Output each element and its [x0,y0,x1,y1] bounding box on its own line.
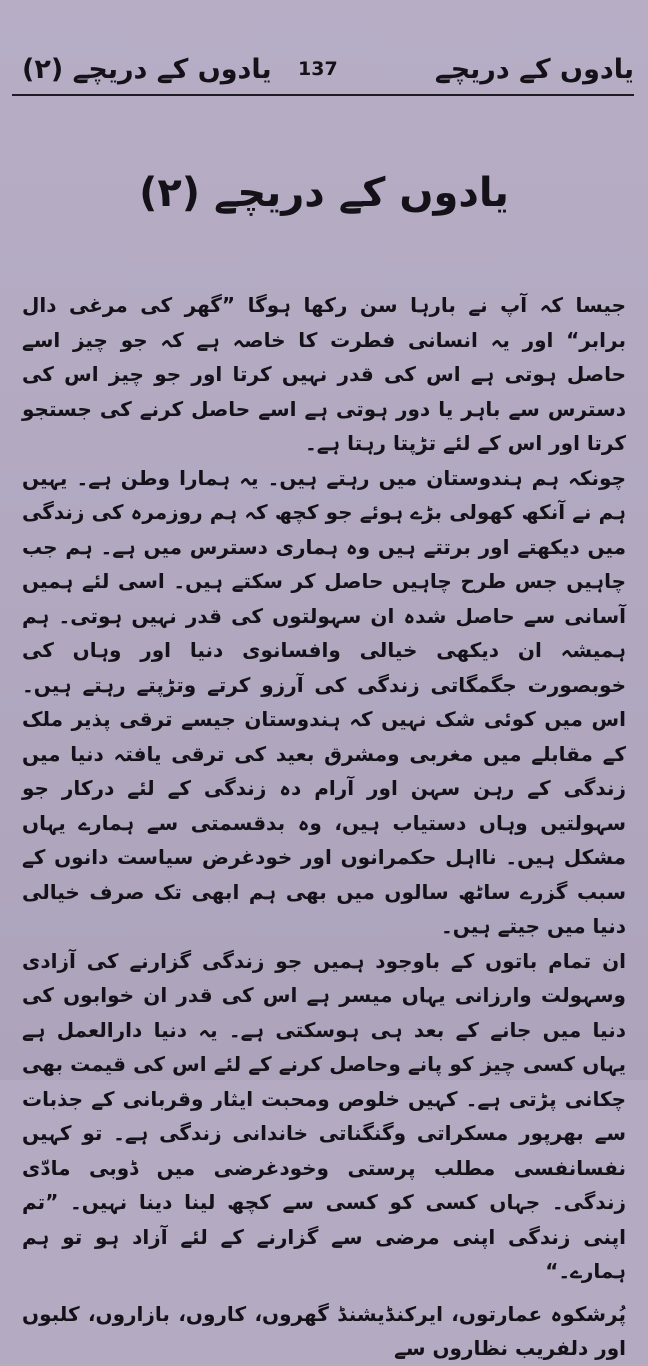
paragraph: ان تمام باتوں کے باوجود ہمیں جو زندگی گزارنے کی آزادی وسہولت وارزانی یہاں میسر ہے اس کی قدر ان خوابوں کی دنیا میں جانے کے بعد ہی ہوسکتی ہے۔ یہ دنیا دارالعمل ہے یہاں کسی چیز کو پانے وحاصل کرنے کے لئے اس کی قیمت بھی چکانی پڑتی ہے۔ کہیں خلوص ومحبت ایثار وقربانی کے جذبات سے بھرپور مسکراتی وگنگناتی خاندانی زندگی ہے۔ تو کہیں نفسانفسی مطلب پرستی وخودغرضی میں ڈوبی مادّی زندگی۔ جہاں کسی کو کسی سے کچھ لینا دینا نہیں۔ ”تم اپنی زندگی اپنی مرضی سے گزارنے کے لئے آزاد ہو تو ہم ہمارے۔“ [22,948,626,1283]
page-number: 137 [298,58,338,80]
paragraph: چونکہ ہم ہندوستان میں رہتے ہیں۔ یہ ہمارا وطن ہے۔ یہیں ہم نے آنکھ کھولی بڑے ہوئے جو کچھ کہ ہم روزمرہ کی زندگی میں دیکھتے اور برتتے ہیں وہ ہماری دسترس میں ہے۔ ہم جب چاہیں جس طرح چاہیں حاصل کر سکتے ہیں۔ اسی لئے ہمیں آسانی سے حاصل شدہ ان سہولتوں کی قدر نہیں ہوتی۔ ہم ہمیشہ ان دیکھی خیالی وافسانوی دنیا اور وہاں کی خوبصورت جگمگاتی زندگی کی آرزو کرتے وتڑپتے رہتے ہیں۔ اس میں کوئی شک نہیں کہ ہندوستان جیسے ترقی پذیر ملک کے مقابلے میں مغربی ومشرق بعید کی ترقی یافتہ دنیا میں زندگی کے رہن سہن اور آرام دہ زندگی کے لئے درکار جو سہولتیں وہاں دستیاب ہیں، وہ بدقسمتی سے ہمارے یہاں مشکل ہیں۔ نااہل حکمرانوں اور خودغرض سیاست دانوں کے سبب گزرے ساٹھ سالوں میں بھی ہم ابھی تک صرف خیالی دنیا میں جیتے ہیں۔ [22,465,626,938]
running-title-left: یادوں کے دریچے (۲) [22,54,272,85]
page-header [12,48,634,96]
paragraph: جیسا کہ آپ نے بارہا سن رکھا ہوگا ”گھر کی مرغی دال برابر“ اور یہ انسانی فطرت کا خاصہ ہے کہ جو چیز اسے حاصل ہوتی ہے اس کی قدر نہیں کرتا اور جو چیز اس کی دسترس سے باہر یا دور ہوتی ہے اسے حاصل کرنے کی جستجو کرتا اور اس کے لئے تڑپتا رہتا ہے۔ [22,293,626,455]
chapter-title: یادوں کے دریچے (۲) [139,170,509,216]
paragraph: پُرشکوہ عمارتوں، ایرکنڈیشنڈ گھروں، کاروں، بازاروں، کلبوں اور دلفریب نظاروں سے [22,1301,626,1360]
body-text [22,288,626,1366]
running-title-right: یادوں کے دریچے [434,54,634,85]
